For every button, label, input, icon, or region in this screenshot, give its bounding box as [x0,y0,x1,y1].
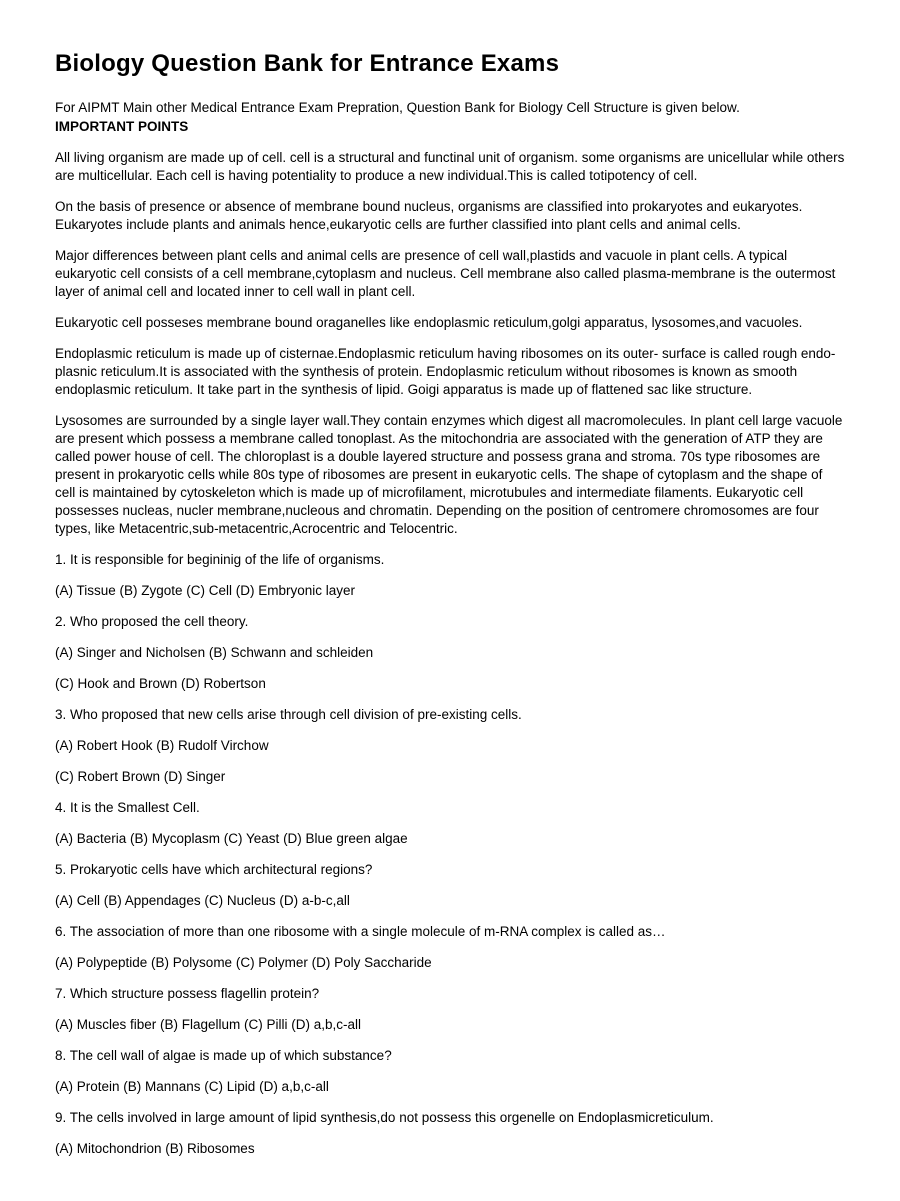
intro-text: For AIPMT Main other Medical Entrance Exam Prepration, Question Bank for Biology Cell Structure is given below. [55,100,740,115]
question-6-options: (A) Polypeptide (B) Polysome (C) Polymer (D) Poly Saccharide [55,955,432,970]
question-3-text: 3. Who proposed that new cells arise through cell division of pre-existing cells. [55,707,522,722]
question-4-text: 4. It is the Smallest Cell. [55,800,200,815]
question-2-text: 2. Who proposed the cell theory. [55,614,249,629]
question-1-text: 1. It is responsible for begininig of the life of organisms. [55,552,385,567]
page-title: Biology Question Bank for Entrance Exams [55,50,560,77]
question-6-text: 6. The association of more than one ribosome with a single molecule of m-RNA complex is called as… [55,924,666,939]
question-7-options: (A) Muscles fiber (B) Flagellum (C) Pilli (D) a,b,c-all [55,1017,362,1032]
question-2-options-cd: (C) Hook and Brown (D) Robertson [55,676,266,691]
question-5-options: (A) Cell (B) Appendages (C) Nucleus (D) a-b-c,all [55,893,350,908]
intro-paragraph [55,98,845,136]
question-9-text: 9. The cells involved in large amount of lipid synthesis,do not possess this orgenelle on Endoplasmicreticulum. [55,1110,714,1125]
paragraph-lysosomes-chromosomes: Lysosomes are surrounded by a single layer wall.They contain enzymes which digest all macromolecules. In plant cell large vacuole are present which possess a membrane called tonoplast. As the mitochondria are associated with the generation of ATP they are called power house of cell. The chloroplast is a double layered structure and possess grana and stroma. 70s type ribosomes are present in prokaryotic cells while 80s type of ribosomes are present in eukaryotic cells. The shape of cytoplasm and the shape of cell is maintained by cytoskeleton which is made up of microfilament, microtubules and intermediate filaments. Eukaryotic cell possesses nucleas, nucler membrane,nucleous and chromatin. Depending on the position of centromere chromosomes are four types, like Metacentric,sub-metacentric,Acrocentric and Telocentric. [55,413,843,536]
question-8-options: (A) Protein (B) Mannans (C) Lipid (D) a,b,c-all [55,1079,329,1094]
question-9-options: (A) Mitochondrion (B) Ribosomes [55,1141,255,1156]
important-points-heading: IMPORTANT POINTS [55,119,189,134]
question-3-options-ab: (A) Robert Hook (B) Rudolf Virchow [55,738,269,753]
question-7-text: 7. Which structure possess flagellin protein? [55,986,320,1001]
paragraph-plant-animal-differences: Major differences between plant cells and animal cells are presence of cell wall,plastids and vacuole in plant cells. A typical eukaryotic cell consists of a cell membrane,cytoplasm and nucleus. Cell membrane also called plasma-membrane is the outermost layer of animal cell and located inner to cell wall in plant cell. [55,248,836,299]
question-3-options-cd: (C) Robert Brown (D) Singer [55,769,226,784]
question-1-options: (A) Tissue (B) Zygote (C) Cell (D) Embryonic layer [55,583,356,598]
question-8-text: 8. The cell wall of algae is made up of which substance? [55,1048,392,1063]
paragraph-organelles: Eukaryotic cell posseses membrane bound oraganelles like endoplasmic reticulum,golgi apparatus, lysosomes,and vacuoles. [55,315,803,330]
paragraph-endoplasmic-reticulum: Endoplasmic reticulum is made up of cisternae.Endoplasmic reticulum having ribosomes on its outer- surface is called rough endo- plasnic reticulum.It is associated with the synthesis of protein. Endoplasmic reticulum without ribosomes is known as smooth endoplasmic reticulum. It take part in the synthesis of lipid. Goigi apparatus is made up of flattened sac like structure. [55,346,836,397]
question-5-text: 5. Prokaryotic cells have which architectural regions? [55,862,373,877]
question-2-options-ab: (A) Singer and Nicholsen (B) Schwann and schleiden [55,645,374,660]
paragraph-totipotency: All living organism are made up of cell. cell is a structural and functinal unit of organism. some organisms are unicellular while others are multicellular. Each cell is having potentiality to produce a new individual.This is called totipotency of cell. [55,150,845,183]
question-4-options: (A) Bacteria (B) Mycoplasm (C) Yeast (D) Blue green algae [55,831,408,846]
paragraph-prokaryotes-eukaryotes: On the basis of presence or absence of membrane bound nucleus, organisms are classified into prokaryotes and eukaryotes. Eukaryotes include plants and animals hence,eukaryotic cells are further classified into plant cells and animal cells. [55,199,803,232]
